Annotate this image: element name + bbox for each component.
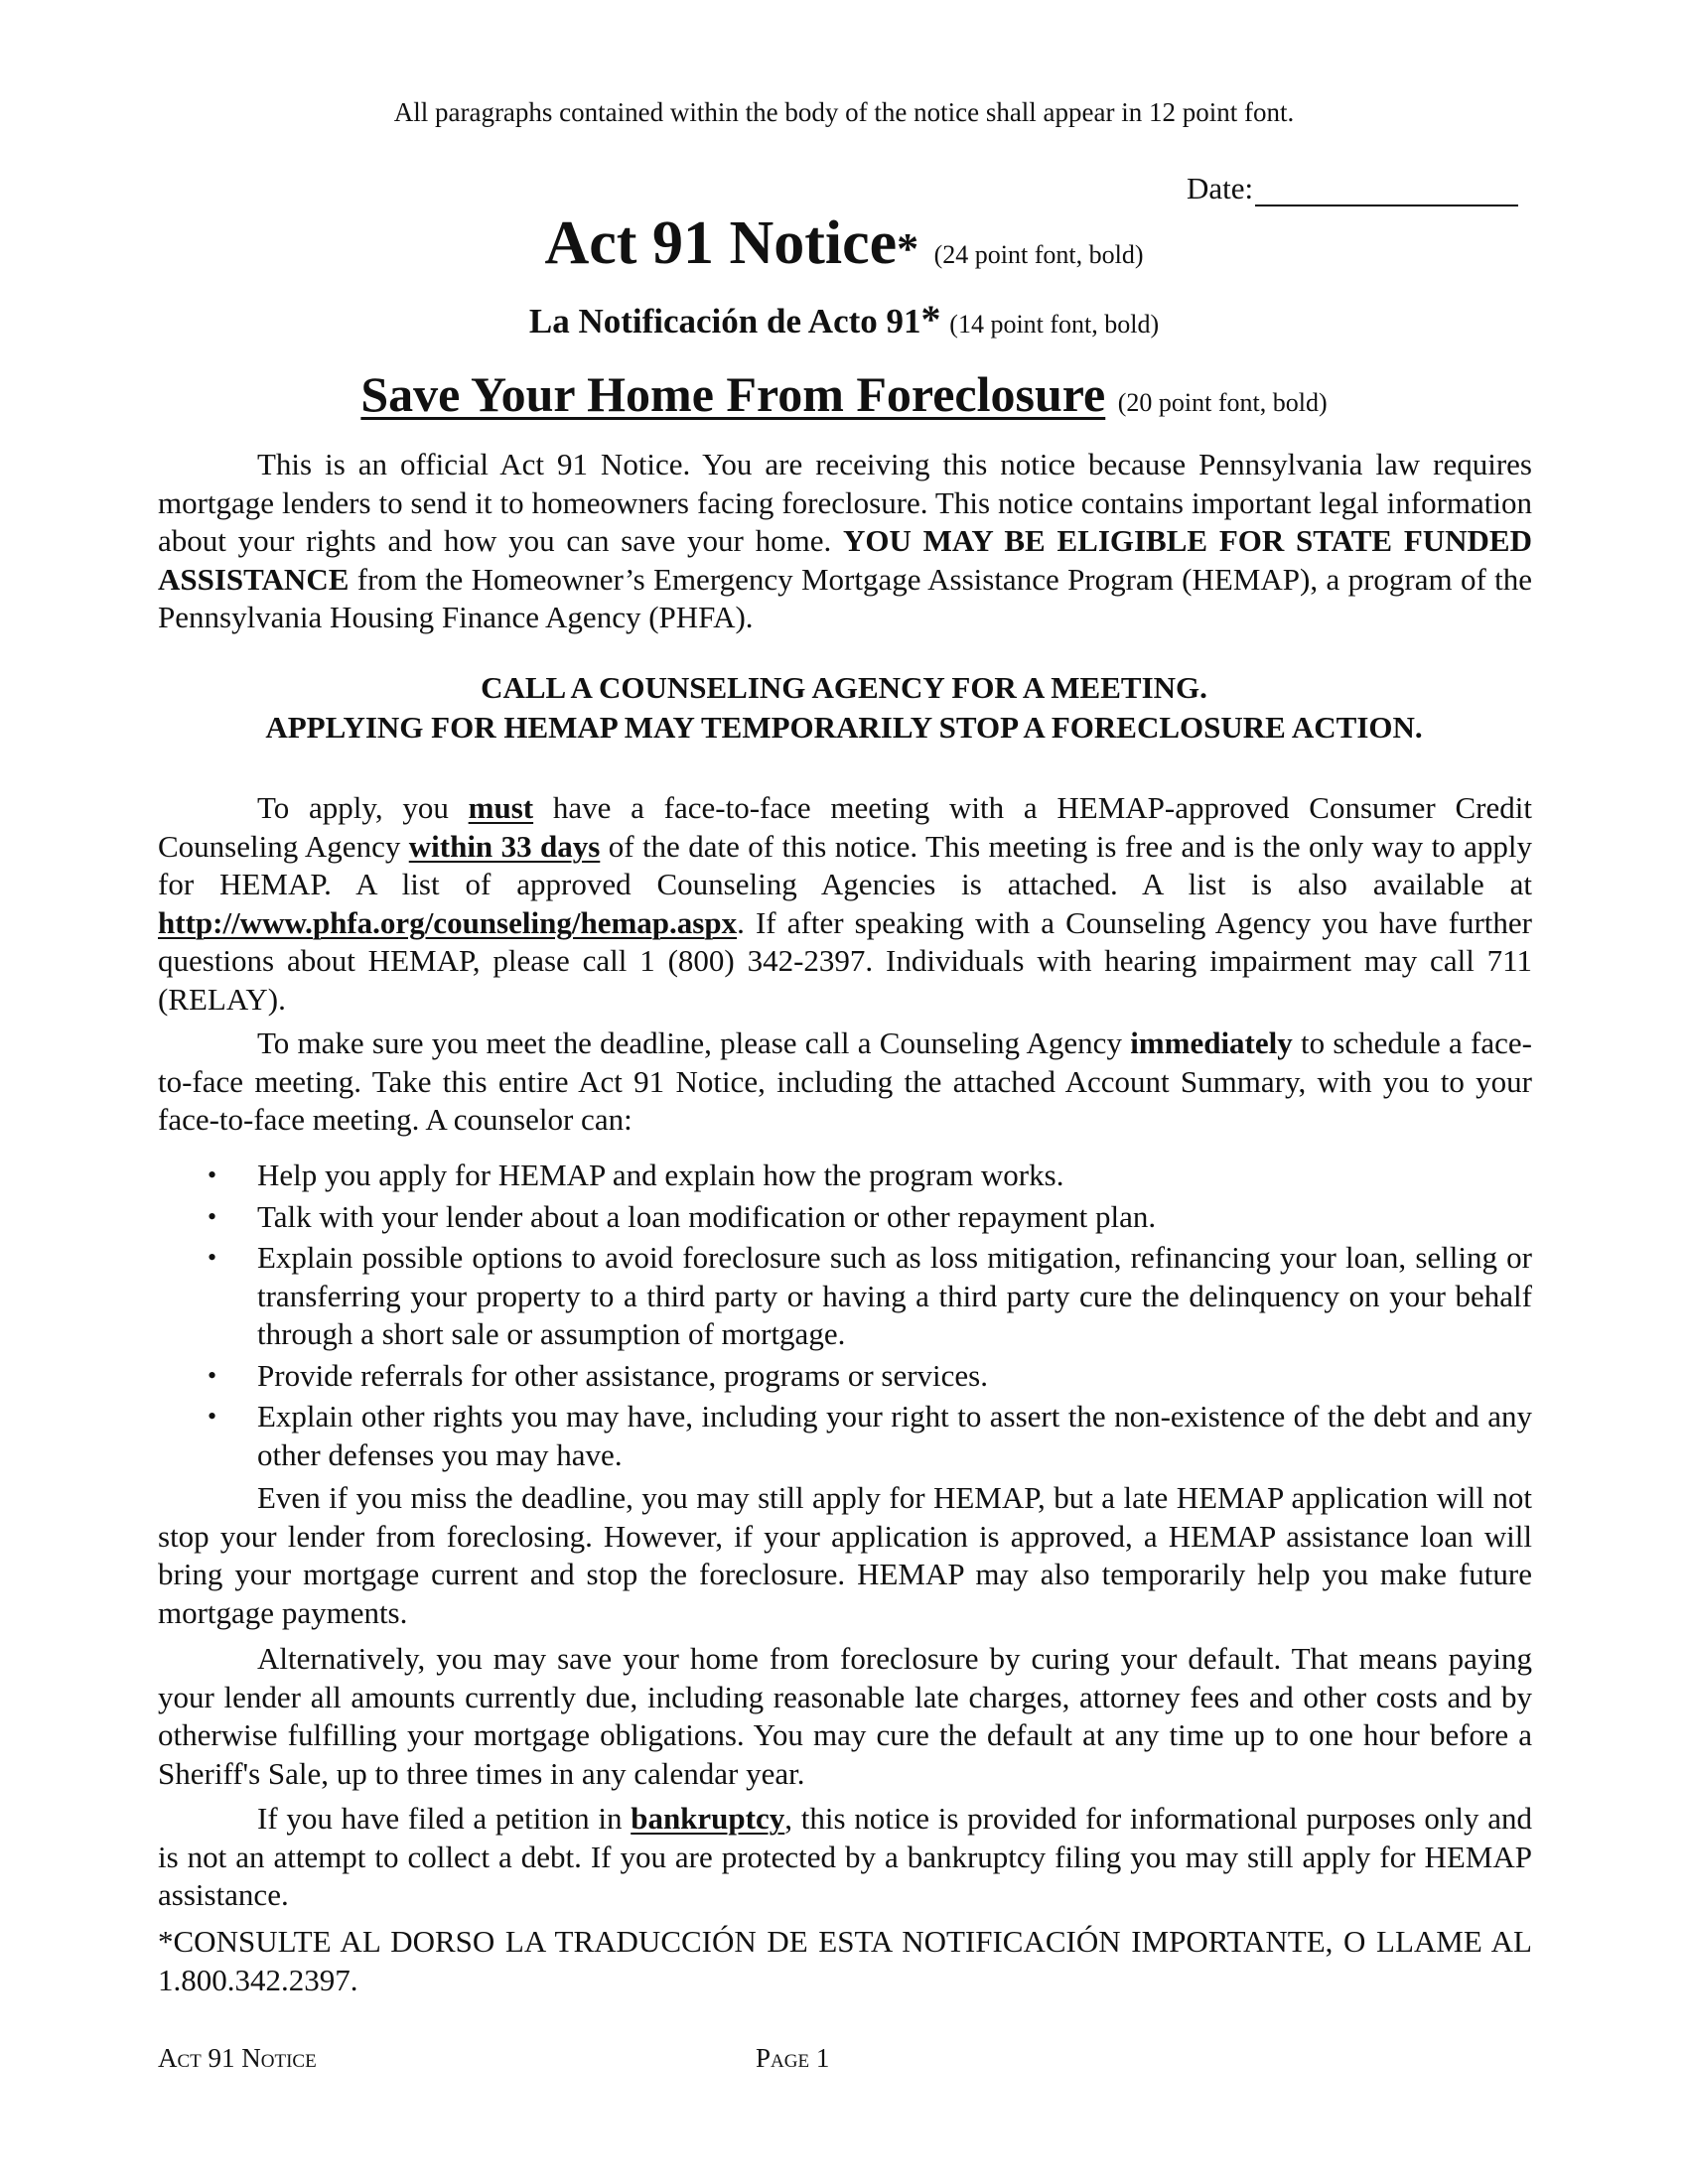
apply-paragraph: [158, 789, 1532, 1019]
page-title: [0, 208, 1688, 279]
bullet-icon: •: [208, 1160, 217, 1189]
bullet-icon: •: [208, 1360, 217, 1390]
bankruptcy-text: If you have filed a petition in: [257, 1801, 632, 1836]
bullet-icon: •: [208, 1201, 217, 1231]
apply-text-2: have a face-to-face meeting with a HEMAP-approved Consumer Credit Counseling Agency: [158, 790, 1532, 864]
bullet-icon: •: [208, 1243, 217, 1272]
list-item: [208, 1239, 1532, 1354]
list-item-text: Help you apply for HEMAP and explain how the program works.: [257, 1158, 1064, 1192]
deadline-text: To make sure you meet the deadline, please call a Counseling Agency: [257, 1025, 1131, 1060]
hemap-link[interactable]: http://www.phfa.org/counseling/hemap.aspx: [158, 904, 738, 940]
intro-eligible-emphasis: YOU MAY BE ELIGIBLE FOR STATE FUNDED ASSISTANCE: [158, 523, 1532, 597]
apply-text-3: of the date of this notice. This meeting is free and is the only way to apply for HEMAP. A list of approved Counseling Agencies is attached. A list is also available at: [158, 828, 1532, 901]
title-asterisk: *: [897, 224, 919, 273]
callout-line-2: APPLYING FOR HEMAP MAY TEMPORARILY STOP A FORECLOSURE ACTION.: [265, 710, 1423, 745]
subtitle-text: La Notificación de Acto 91: [528, 302, 921, 341]
intro-paragraph: [158, 446, 1532, 637]
footer-title: Act 91 Notice: [158, 2043, 317, 2073]
apply-text: To apply, you: [257, 790, 469, 825]
counselor-services-list: [208, 1157, 1532, 1477]
list-item-text: Explain possible options to avoid foreclosure such as loss mitigation, refinancing your loan, selling or transferring your property to a third party or having a third party cure the delinquency on your behalf through a short sale or assumption of mortgage.: [257, 1240, 1532, 1351]
immediately-emphasis: immediately: [1130, 1025, 1293, 1060]
deadline-paragraph: [158, 1024, 1532, 1140]
page-number: Page 1: [756, 2043, 830, 2073]
spanish-translation-note: *CONSULTE AL DORSO LA TRADUCCIÓN DE ESTA NOTIFICACIÓN IMPORTANTE, O LLAME AL 1.800.342.2397.: [158, 1924, 1532, 1997]
list-item-text: Explain other rights you may have, including your right to assert the non-existence of the debt and any other defenses you may have.: [257, 1399, 1532, 1472]
intro-text: This is an official Act 91 Notice. You are receiving this notice because Pennsylvania law requires mortgage lenders to send it to homeowners facing foreclosure. This notice contains important legal information about your rights and how you can save your home.: [158, 447, 1532, 558]
title-font-note: (24 point font, bold): [933, 240, 1144, 269]
spanish-subtitle: [0, 296, 1688, 342]
list-item: [208, 1198, 1532, 1237]
font-size-instruction: All paragraphs contained within the body of the notice shall appear in 12 point font.: [393, 97, 1295, 127]
list-item: [208, 1157, 1532, 1195]
intro-text-end: from the Homeowner’s Emergency Mortgage Assistance Program (HEMAP), a program of the Pennsylvania Housing Finance Agency (PHFA).: [158, 561, 1532, 634]
list-item-text: Talk with your lender about a loan modification or other repayment plan.: [257, 1198, 1157, 1234]
date-field: [1187, 171, 1518, 206]
date-label: Date:: [1187, 171, 1254, 205]
date-blank-line: [1255, 175, 1518, 206]
bankruptcy-text-2: , this notice is provided for informational purposes only and is not an attempt to collect a debt. If you are protected by a bankruptcy filing you may still apply for HEMAP assistance.: [158, 1801, 1532, 1912]
title-text: Act 91 Notice: [544, 209, 898, 277]
bankruptcy-emphasis: bankruptcy: [631, 1801, 785, 1836]
list-item-text: Provide referrals for other assistance, programs or services.: [257, 1357, 988, 1393]
bankruptcy-paragraph: [158, 1800, 1532, 1915]
headline-text: Save Your Home From Foreclosure: [360, 366, 1106, 422]
headline: [0, 365, 1688, 423]
list-item: [208, 1398, 1532, 1474]
headline-font-note: (20 point font, bold): [1117, 388, 1328, 417]
list-item: [208, 1357, 1532, 1396]
subtitle-asterisk: *: [920, 297, 941, 341]
must-emphasis: must: [468, 790, 534, 825]
callout-line-1: CALL A COUNSELING AGENCY FOR A MEETING.: [481, 670, 1207, 705]
counseling-callout: [0, 668, 1688, 748]
deadline-emphasis: within 33 days: [408, 828, 601, 864]
bullet-icon: •: [208, 1402, 217, 1431]
deadline-text-2: to schedule a face-to-face meeting. Take this entire Act 91 Notice, including the attached Account Summary, with you to your face-to-face meeting. A counselor can:: [158, 1025, 1532, 1137]
subtitle-font-note: (14 point font, bold): [949, 310, 1160, 339]
cure-default-paragraph: Alternatively, you may save your home from foreclosure by curing your default. That means paying your lender all amounts currently due, including reasonable late charges, attorney fees and other costs and by otherwise fulfilling your mortgage obligations. You may cure the default at any time up to one hour before a Sheriff's Sale, up to three times in any calendar year.: [158, 1641, 1532, 1791]
late-application-paragraph: Even if you miss the deadline, you may still apply for HEMAP, but a late HEMAP application will not stop your lender from foreclosing. However, if your application is approved, a HEMAP assistance loan will bring your mortgage current and stop the foreclosure. HEMAP may also temporarily help you make future mortgage payments.: [158, 1480, 1532, 1630]
apply-text-4: . If after speaking with a Counseling Agency you have further questions about HEMAP, please call 1 (800) 342-2397. Individuals with hearing impairment may call 711 (RELAY).: [158, 904, 1532, 1017]
